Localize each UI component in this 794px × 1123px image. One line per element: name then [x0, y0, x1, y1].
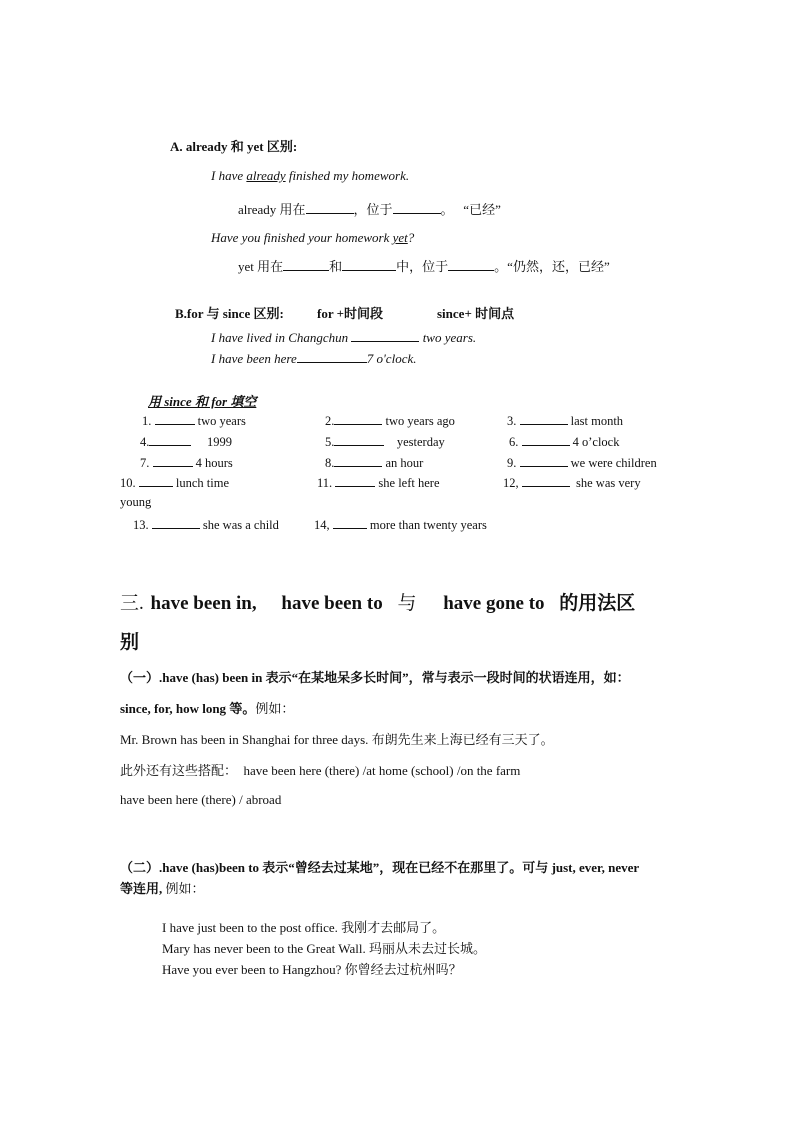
blank-line: [333, 516, 367, 529]
section-b-heading: B.for 与 since 区别:: [175, 306, 284, 321]
item-number: 13.: [133, 518, 149, 532]
item-text: more than twenty years: [369, 518, 487, 532]
item-number: 4.: [140, 435, 150, 449]
part-text: 等连用,: [120, 881, 163, 896]
exercise-item: [314, 516, 487, 533]
rule-text: 。: [440, 202, 454, 217]
exercise-item: [507, 454, 657, 471]
part-1-line-2: [120, 698, 294, 717]
blank-line: [153, 454, 193, 467]
item-number: 9.: [507, 456, 517, 470]
part-text: 例如：: [162, 881, 205, 896]
item-number: 11.: [317, 476, 333, 490]
rule-text: already 用在: [238, 202, 306, 217]
extra-value: have been here (there) /at home (school) /on the farm: [243, 763, 521, 778]
part-label: （二）: [120, 860, 160, 875]
item-number: 7.: [140, 456, 150, 470]
item-number: 8.: [325, 456, 335, 470]
rule-text: yet 用在: [238, 259, 284, 274]
example-text: two years.: [419, 330, 477, 345]
section-b-example-2: [211, 350, 416, 367]
blank-line: [283, 258, 329, 271]
heading-term: have been to: [281, 593, 383, 614]
blank-line: [152, 516, 200, 529]
item-text: an hour: [385, 456, 424, 470]
blank-line: [335, 474, 375, 487]
blank-line: [393, 201, 441, 214]
exercise-item: [325, 412, 455, 429]
item-text: two years ago: [385, 414, 455, 428]
item-text: we were children: [570, 456, 657, 470]
item-text: 4 hours: [195, 456, 233, 470]
extra-label: 此外还有这些搭配：: [120, 763, 238, 778]
example-text: I have been here: [211, 351, 297, 366]
exercise-wrap-continuation: young: [120, 495, 152, 509]
item-number: 1.: [142, 414, 152, 428]
blank-line: [351, 329, 419, 342]
exercise-item: [507, 412, 623, 429]
section-a-rule-2: [238, 256, 610, 275]
blank-line: [297, 350, 367, 363]
part-1-example: Mr. Brown has been in Shanghai for three days. 布朗先生来上海已经有三天了。: [120, 732, 554, 747]
part-keyword: just, ever, never: [551, 860, 640, 875]
blank-line: [522, 433, 570, 446]
part-2-example: I have just been to the post office. 我刚才去邮局了。: [162, 920, 446, 935]
part-1-extra: [120, 760, 520, 779]
rule-text: 和: [329, 259, 343, 274]
blank-line: [520, 412, 568, 425]
heading-conjunction: 与: [397, 593, 417, 614]
example-text: 7 o'clock.: [366, 351, 417, 366]
exercise-item: [325, 454, 423, 471]
item-text: she was a child: [202, 518, 279, 532]
part-2-line-2: [120, 878, 205, 897]
exercise-item: [140, 454, 233, 471]
blank-line: [306, 201, 354, 214]
part-text: 表示“在某地呆多长时间”，常与表示一段时间的状语连用，如：: [262, 670, 630, 685]
item-number: 5.: [325, 435, 335, 449]
exercise-item: [140, 433, 232, 450]
example-underlined-word: yet: [392, 230, 408, 245]
item-number: 10.: [120, 476, 136, 490]
exercise-item: [317, 474, 440, 491]
blank-line: [334, 433, 384, 446]
item-number: 6.: [509, 435, 519, 449]
exercise-item: [325, 433, 445, 450]
exercise-title: 用 since 和 for 填空: [148, 394, 257, 409]
blank-line: [448, 258, 494, 271]
item-text: she left here: [378, 476, 440, 490]
section-a-rule-1: [238, 199, 501, 218]
item-number: 12,: [503, 476, 519, 490]
heading-prefix: 三.: [120, 593, 144, 614]
section-b-since-rule: since+ 时间点: [437, 306, 515, 321]
section-a-heading: A. already 和 yet 区别:: [170, 139, 298, 154]
item-text: yesterday: [396, 435, 445, 449]
exercise-item: [509, 433, 619, 450]
blank-line: [334, 412, 382, 425]
part-keyword: .have (has) been in: [159, 670, 263, 685]
exercise-item: [133, 516, 279, 533]
heading-text: 的用法区: [559, 593, 636, 614]
part-text: 表示“曾经去过某地”，现在已经不在那里了。可与: [259, 860, 552, 875]
rule-text: 中，位于: [396, 259, 449, 274]
blank-line: [149, 433, 191, 446]
item-text: last month: [570, 414, 624, 428]
item-number: 2.: [325, 414, 335, 428]
item-number: 14,: [314, 518, 330, 532]
part-label: （一）: [120, 670, 160, 685]
part-keyword: since, for, how long: [120, 701, 227, 716]
part-keyword: .have (has)been to: [159, 860, 260, 875]
section-3-heading-continuation: 别: [120, 632, 140, 653]
item-text: lunch time: [175, 476, 229, 490]
blank-line: [334, 454, 382, 467]
section-b-for-rule: for +时间段: [317, 306, 384, 321]
part-1-line-1: [120, 667, 630, 686]
part-text: 例如：: [255, 701, 295, 716]
blank-line: [155, 412, 195, 425]
blank-line: [342, 258, 396, 271]
section-a-example-2: [211, 230, 414, 246]
part-2-example: Have you ever been to Hangzhou? 你曾经去过杭州吗？: [162, 962, 462, 977]
part-text: 等。: [226, 701, 256, 716]
part-2-example: Mary has never been to the Great Wall. 玛丽从未去过长城。: [162, 941, 486, 956]
rule-text: ，位于: [353, 202, 393, 217]
example-text: ?: [407, 230, 415, 245]
section-b-example-1: [211, 329, 476, 346]
example-text: finished my homework.: [285, 168, 410, 183]
blank-line: [139, 474, 173, 487]
rule-meaning: “已经”: [463, 202, 501, 217]
exercise-item: [120, 474, 229, 491]
example-text: Have you finished your homework: [211, 230, 393, 245]
item-number: 3.: [507, 414, 517, 428]
section-3-heading: [120, 588, 635, 615]
section-a-example-1: [211, 168, 409, 184]
exercise-item: [503, 474, 641, 491]
heading-term: have gone to: [443, 593, 545, 614]
example-text: I have: [211, 168, 247, 183]
exercise-item: [142, 412, 246, 429]
part-2-line-1: [120, 857, 639, 876]
example-text: I have lived in Changchun: [211, 330, 352, 345]
item-text: she was very: [576, 476, 641, 490]
blank-line: [520, 454, 568, 467]
item-text: 1999: [207, 435, 232, 449]
heading-term: have been in,: [150, 593, 257, 614]
item-text: 4 o’clock: [572, 435, 620, 449]
item-text: two years: [197, 414, 246, 428]
part-1-extra-2: have been here (there) / abroad: [120, 792, 282, 807]
blank-line: [522, 474, 570, 487]
rule-meaning: 。“仍然，还，已经”: [494, 259, 610, 274]
example-underlined-word: already: [246, 168, 286, 183]
